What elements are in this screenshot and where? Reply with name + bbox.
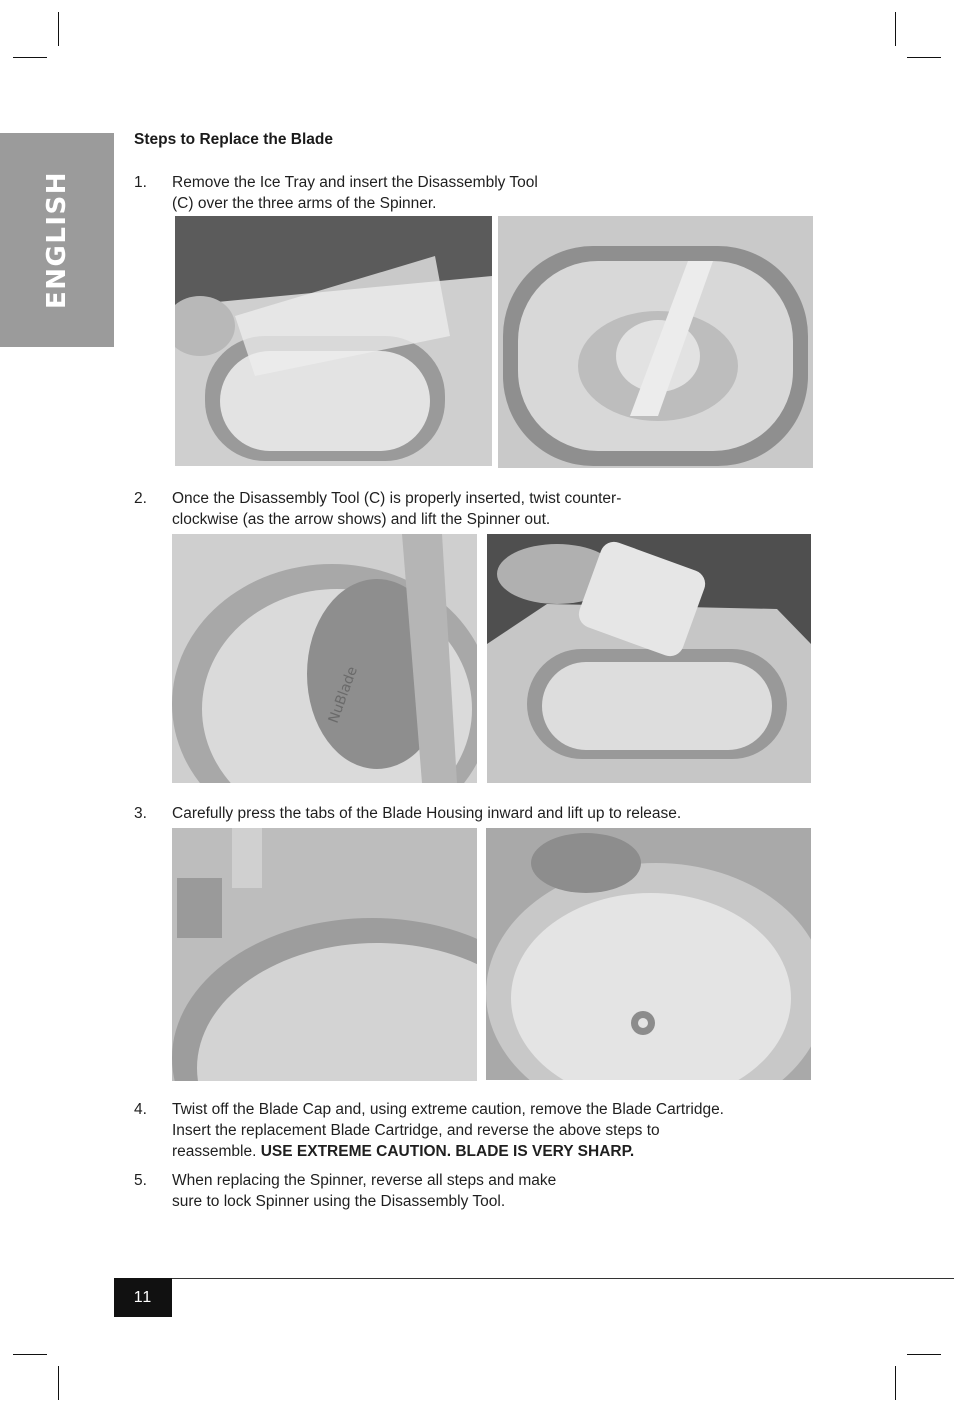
step-text (172, 1099, 724, 1162)
step-number: 1. (134, 174, 147, 191)
step-line: sure to lock Spinner using the Disassembly Tool. (172, 1193, 506, 1210)
crop-mark (58, 1366, 59, 1400)
step-text (172, 803, 681, 824)
crop-mark (907, 57, 941, 58)
crop-mark (895, 12, 896, 46)
step-text (172, 1170, 556, 1212)
step-number: 4. (134, 1101, 147, 1118)
footer-rule (114, 1278, 954, 1279)
crop-mark (58, 12, 59, 46)
step-line: Carefully press the tabs of the Blade Housing inward and lift up to release. (172, 805, 682, 822)
step-number: 2. (134, 490, 147, 507)
crop-mark (895, 1366, 896, 1400)
step-text (172, 172, 538, 214)
step-line: Once the Disassembly Tool (C) is properly inserted, twist counter- (172, 490, 622, 507)
crop-mark (907, 1354, 941, 1355)
step-line (172, 1141, 724, 1162)
language-side-tab (0, 133, 114, 347)
step-line: When replacing the Spinner, reverse all steps and make (172, 1172, 557, 1189)
language-label: ENGLISH (42, 170, 72, 310)
photo-press-blade-housing-tabs (172, 828, 477, 1081)
photo-twist-counterclockwise (172, 534, 477, 783)
step-number: 3. (134, 805, 147, 822)
step-number: 5. (134, 1172, 147, 1189)
photo-spinner-lifted-out (487, 534, 811, 783)
step-line: Remove the Ice Tray and insert the Disassembly Tool (172, 174, 538, 191)
photo-disassembly-tool-inserted (498, 216, 813, 468)
step-text (172, 488, 621, 530)
step-line: clockwise (as the arrow shows) and lift the Spinner out. (172, 511, 551, 528)
step-line-text: reassemble. (172, 1143, 261, 1160)
caution-warning: USE EXTREME CAUTION. BLADE IS VERY SHARP. (260, 1143, 635, 1160)
step-line: Twist off the Blade Cap and, using extreme caution, remove the Blade Cartridge. (172, 1101, 724, 1118)
section-title: Steps to Replace the Blade (134, 131, 333, 148)
page-number: 11 (114, 1278, 172, 1317)
photo-ice-tray-removal (175, 216, 492, 466)
photo-blade-housing-interior (486, 828, 811, 1080)
crop-mark (13, 1354, 47, 1355)
step-line: (C) over the three arms of the Spinner. (172, 195, 437, 212)
step-line: Insert the replacement Blade Cartridge, and reverse the above steps to (172, 1122, 660, 1139)
photo-watermark: NuBlade (325, 664, 361, 726)
crop-mark (13, 57, 47, 58)
